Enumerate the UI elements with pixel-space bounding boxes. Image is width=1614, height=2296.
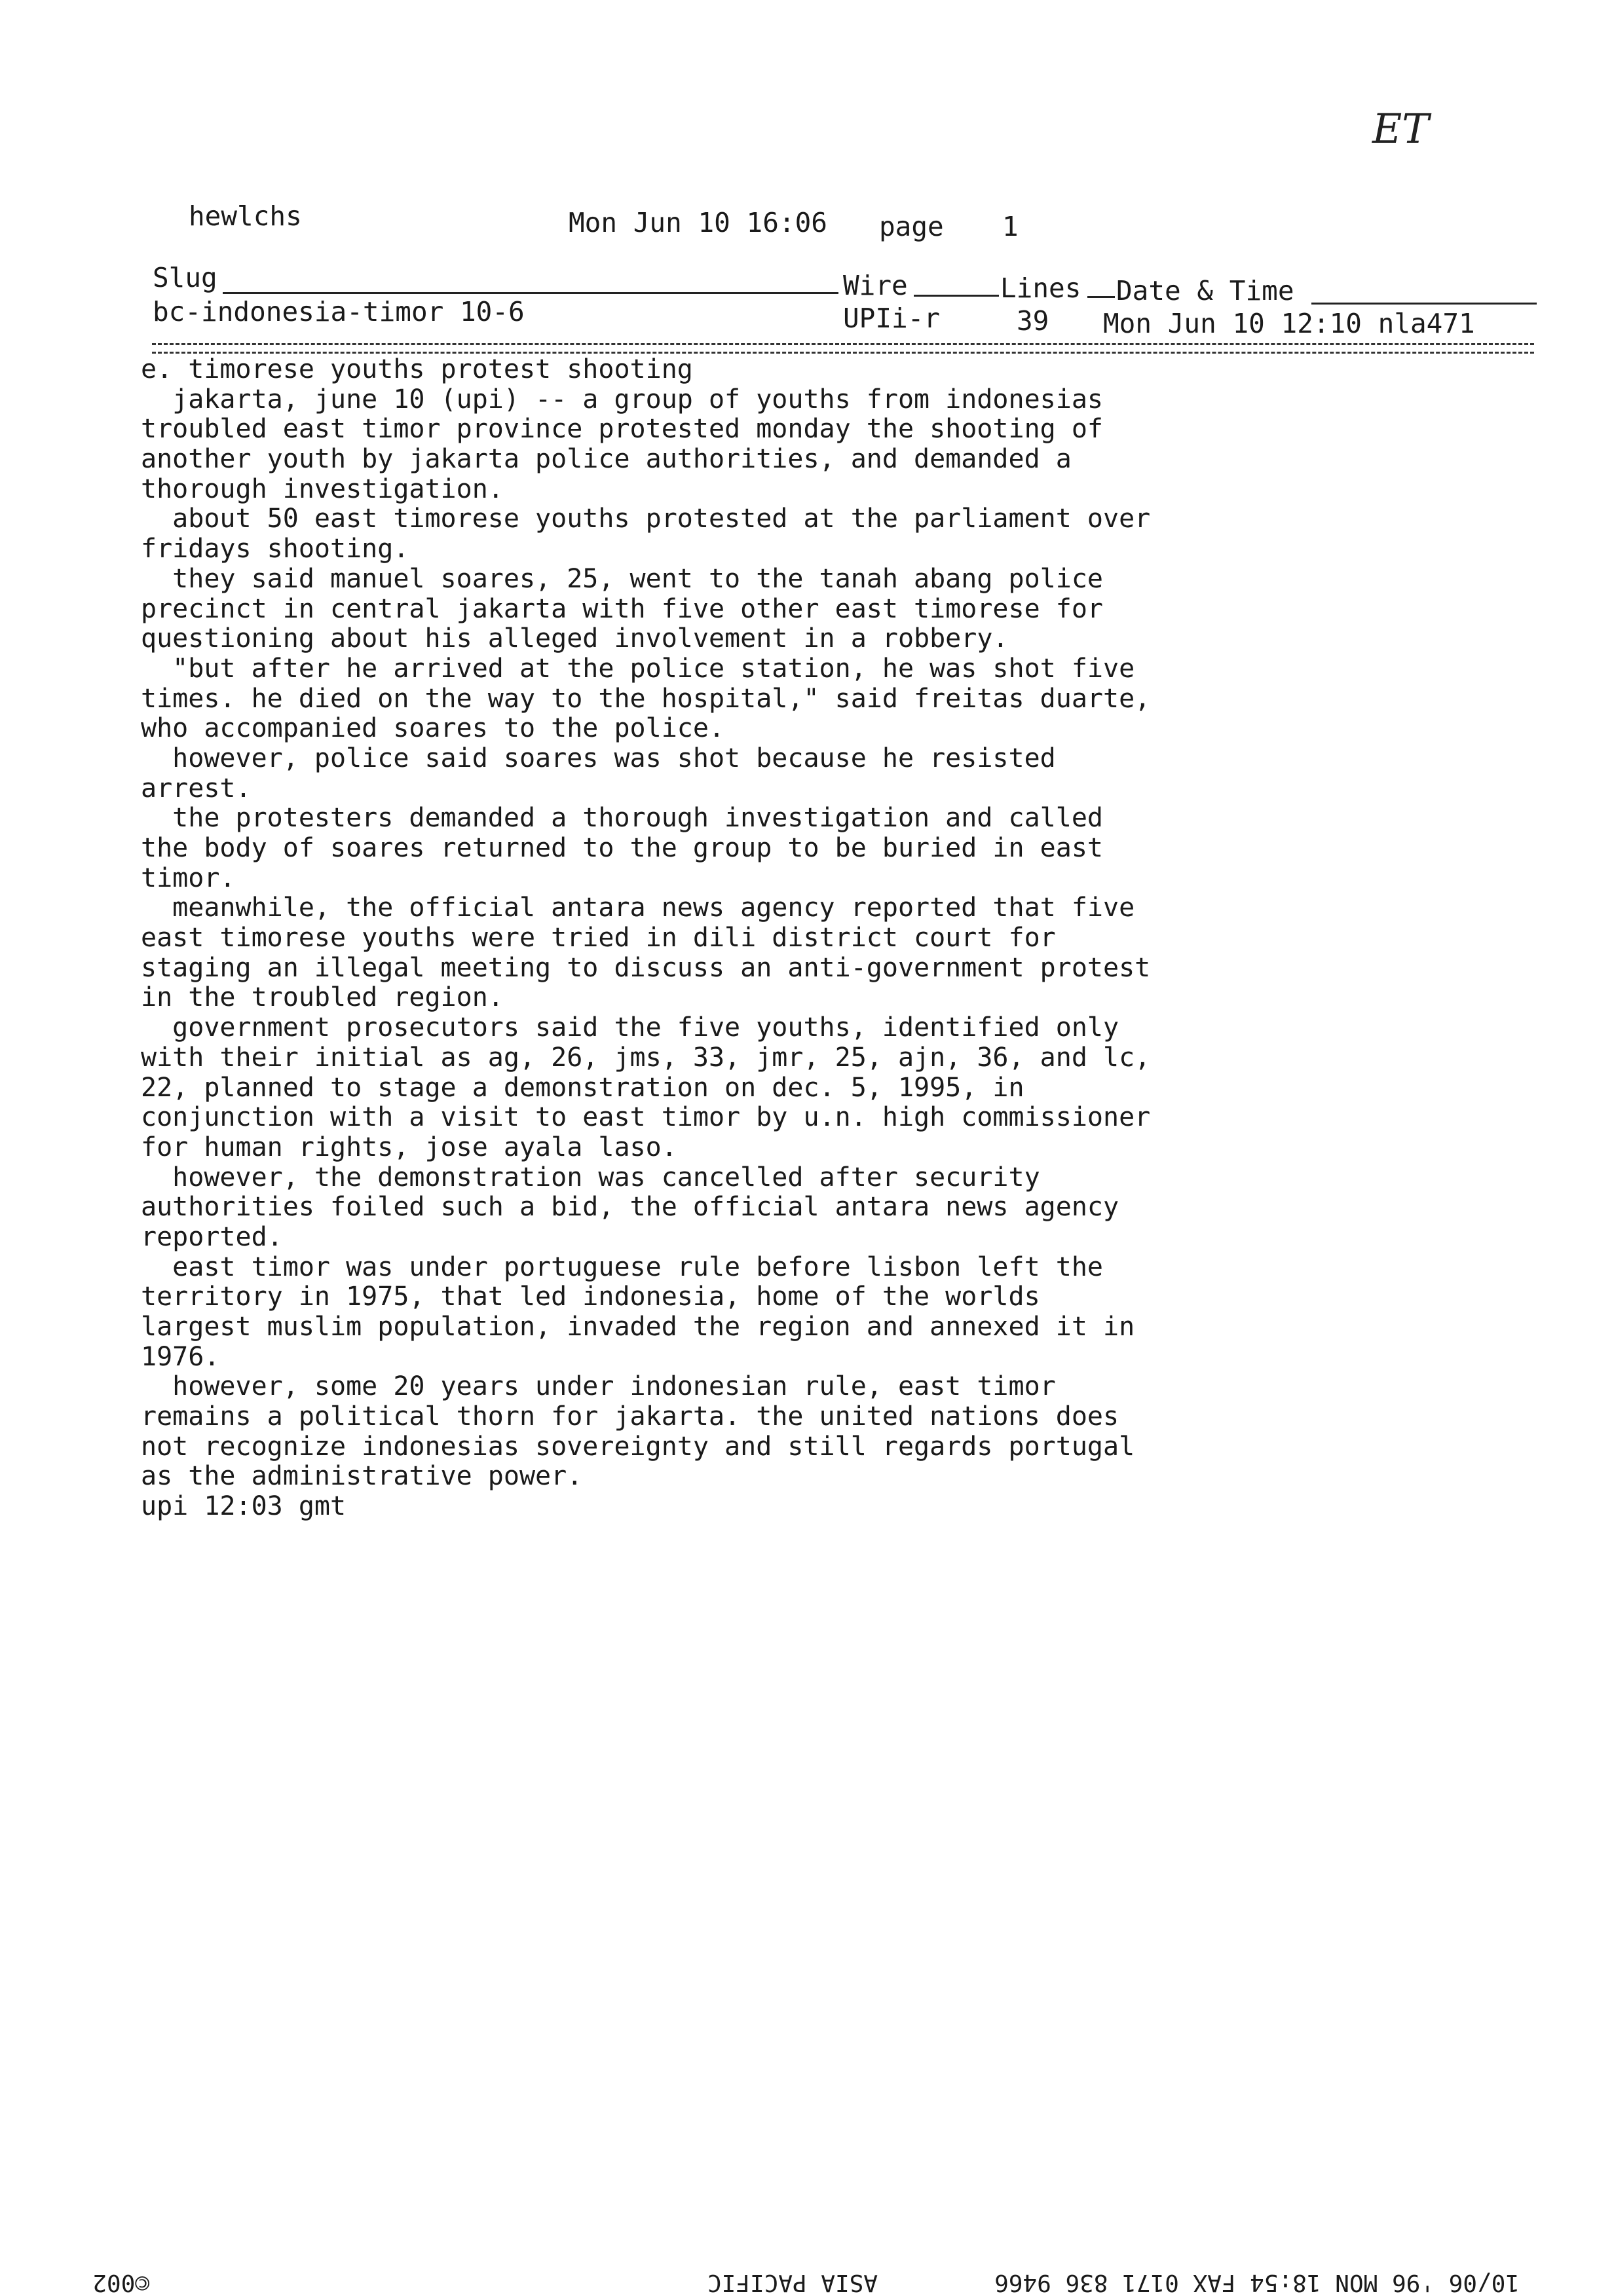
article-line: fridays shooting. [141, 534, 409, 565]
article-line: with their initial as ag, 26, jms, 33, jmr, 25, ajn, 36, and lc, [141, 1042, 1151, 1073]
corner-handwritten-mark: ET [1372, 105, 1429, 153]
fax-footer-left: 10/06 '96 MON 18:54 FAX 0171 836 9466 [994, 2269, 1520, 2296]
article-line: questioning about his alleged involvement in a robbery. [141, 623, 1009, 654]
slug-label: Slug [153, 262, 217, 293]
article-line: arrest. [141, 773, 252, 804]
article-line: jakarta, june 10 (upi) -- a group of youths from indonesias [141, 384, 1104, 415]
header-user: hewlchs [189, 200, 302, 232]
lines-label: Lines [1000, 272, 1081, 304]
article-headline: e. timorese youths protest shooting [141, 354, 693, 384]
article-line: for human rights, jose ayala laso. [141, 1132, 677, 1162]
article-line: east timorese youths were tried in dili district court for [141, 923, 1056, 954]
article-line: however, police said soares was shot because he resisted [141, 743, 1056, 773]
wire-underline [914, 295, 999, 297]
article-signoff: upi 12:03 gmt [141, 1491, 347, 1522]
article-line: however, some 20 years under indonesian rule, east timor [141, 1371, 1056, 1402]
article-line: largest muslim population, invaded the region and annexed it in [141, 1312, 1135, 1342]
article-line: territory in 1975, that led indonesia, home of the worlds [141, 1282, 1040, 1312]
article-line: government prosecutors said the five youths, identified only [141, 1012, 1119, 1043]
article-line: authorities foiled such a bid, the official antara news agency [141, 1192, 1119, 1223]
slug-underline [223, 292, 838, 294]
date-time-value: Mon Jun 10 12:10 nla471 [1103, 308, 1475, 339]
article-line: who accompanied soares to the police. [141, 713, 725, 744]
article-line: reported. [141, 1221, 283, 1252]
article-line: about 50 east timorese youths protested at the parliament over [141, 504, 1151, 534]
article-line: remains a political thorn for jakarta. the united nations does [141, 1401, 1119, 1432]
article-line: 22, planned to stage a demonstration on dec. 5, 1995, in [141, 1072, 1024, 1103]
article-line: east timor was under portuguese rule before lisbon left the [141, 1251, 1104, 1282]
article-line: 1976. [141, 1341, 220, 1372]
date-time-underline [1311, 303, 1537, 305]
lines-value: 39 [1017, 305, 1049, 337]
wire-label: Wire [843, 270, 908, 301]
article-line: they said manuel soares, 25, went to the tanah abang police [141, 563, 1104, 594]
article-line: not recognize indonesias sovereignty and still regards portugal [141, 1431, 1135, 1462]
article-line: timor. [141, 862, 236, 893]
article-line: the protesters demanded a thorough investigation and called [141, 803, 1104, 834]
article-line: "but after he arrived at the police station, he was shot five [141, 653, 1135, 684]
article-line: meanwhile, the official antara news agency reported that five [141, 893, 1135, 923]
fax-footer-page: ©002 [92, 2269, 149, 2296]
article-line: in the troubled region. [141, 982, 504, 1013]
article-line: staging an illegal meeting to discuss an anti-government protest [141, 952, 1151, 983]
wire-value: UPIi-r [843, 303, 941, 334]
article-line: conjunction with a visit to east timor by u.n. high commissioner [141, 1102, 1151, 1133]
header-page-label: page [879, 211, 944, 242]
date-time-label: Date & Time [1116, 275, 1294, 306]
article-line: precinct in central jakarta with five other east timorese for [141, 593, 1104, 624]
article-line: thorough investigation. [141, 473, 504, 504]
header-datetime: Mon Jun 10 16:06 [569, 207, 827, 238]
article-line: another youth by jakarta police authorities, and demanded a [141, 444, 1072, 475]
fax-footer-center: ASIA PACIFIC [707, 2269, 878, 2296]
header-double-rule [152, 343, 1534, 354]
lines-underline [1087, 296, 1115, 298]
article-body [141, 355, 1333, 1522]
article-line: however, the demonstration was cancelled after security [141, 1162, 1040, 1193]
slug-value: bc-indonesia-timor 10-6 [153, 296, 525, 327]
article-line: as the administrative power. [141, 1461, 583, 1492]
article-line: troubled east timor province protested monday the shooting of [141, 414, 1104, 445]
header-page-number: 1 [1002, 211, 1019, 242]
article-line: the body of soares returned to the group to be buried in east [141, 833, 1104, 863]
article-line: times. he died on the way to the hospital," said freitas duarte, [141, 683, 1151, 714]
